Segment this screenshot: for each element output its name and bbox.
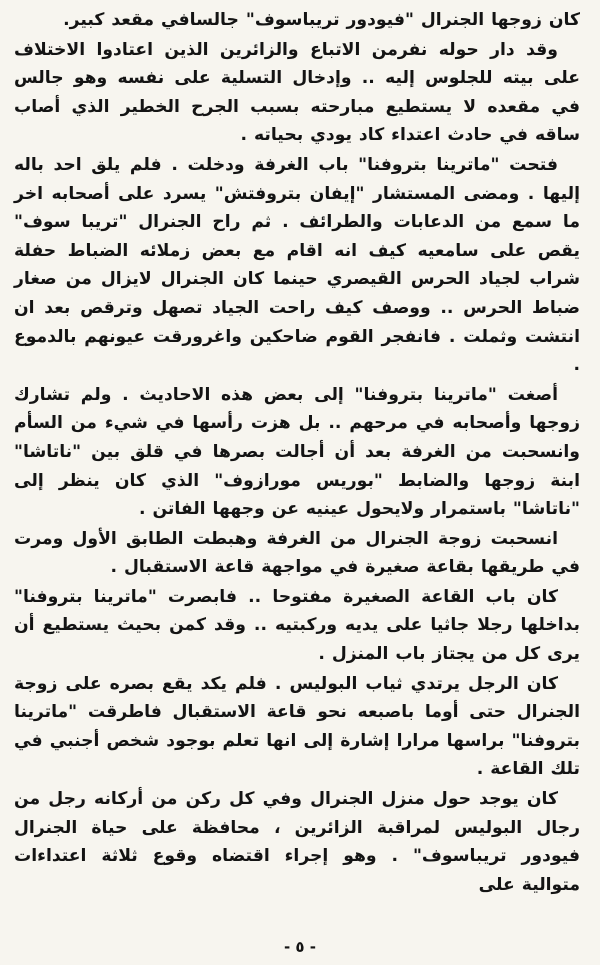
body-text xyxy=(14,6,580,899)
paragraph-5: انسحبت زوجة الجنرال من الغرفة وهبطت الطابق الأول ومرت في طريقها بقاعة صغيرة في مواجهة قاعة الاستقبال . xyxy=(14,528,580,578)
paragraph-4: أصغت "ماترينا بتروفنا" إلى بعض هذه الاحاديث . ولم تشارك زوجها وأصحابه في مرحهم .. بل هزت رأسها في شيء من السأم وانسحبت من الغرفة بعد أن أجالت بصرها في قلق بين "ناتاشا" ابنة زوجها والضابط "بوريس مورازوف" الذي كان ينظر إلى "ناتاشا" باستمرار ولايحول عينيه عن وجهها الفاتن . xyxy=(14,384,580,520)
paragraph-8: كان يوجد حول منزل الجنرال وفي كل ركن من أركانه رجل من رجال البوليس لمراقبة الزائرين ، محافظة على حياة الجنرال فيودور تريباسوف" . وهو إجراء اقتضاه وقوع ثلاثة اعتداءات متوالية على xyxy=(14,789,580,895)
paragraph-3: فتحت "ماترينا بتروفنا" باب الغرفة ودخلت . فلم يلق احد باله إليها . ومضى المستشار "إيفان بتروفتش" يسرد على أصحابه اخر ما سمع من الدعابات والطرائف . ثم راح الجنرال "تريبا سوف" يقص على سامعيه كيف انه اقام مع بعض زملائه الضباط حفلة شراب لجياد الحرس القيصري حينما كان الجنرال لايزال من صغار ضباط الحرس .. ووصف كيف راحت الجياد تصهل وترقص بعد ان انتشت وثملت . فانفجر القوم ضاحكين واغرورقت عيونهم بالدموع . xyxy=(14,154,580,376)
paragraph-7: كان الرجل يرتدي ثياب البوليس . فلم يكد يقع بصره على زوجة الجنرال حتى أوما باصبعه نحو قاعة الاستقبال فاطرقت "ماترينا بتروفنا" براسها مرارا إشارة إلى انها تعلم بوجود شخص أجنبي في تلك القاعة . xyxy=(14,673,580,780)
paragraph-1: كان زوجها الجنرال "فيودور تريباسوف" جالسافي مقعد كبير. xyxy=(63,10,580,30)
page-number: - ٥ - xyxy=(283,938,317,956)
paragraph-6: كان باب القاعة الصغيرة مفتوحا .. فابصرت "ماترينا بتروفنا" بداخلها رجلا جاثيا على يديه وركبتيه .. وقد كمن بحيث يستطيع أن يرى كل من يجتاز باب المنزل . xyxy=(14,586,580,665)
paragraph-2: وقد دار حوله نفرمن الاتباع والزائرين الذين اعتادوا الاختلاف على بيته للجلوس إليه .. وإدخال التسلية على نفسه وهو جالس في مقعده لا يستطيع مبارحته بسبب الجرح الخطير الذي أصاب ساقه في حادث اعتداء كاد يودي بحياته . xyxy=(14,39,580,146)
